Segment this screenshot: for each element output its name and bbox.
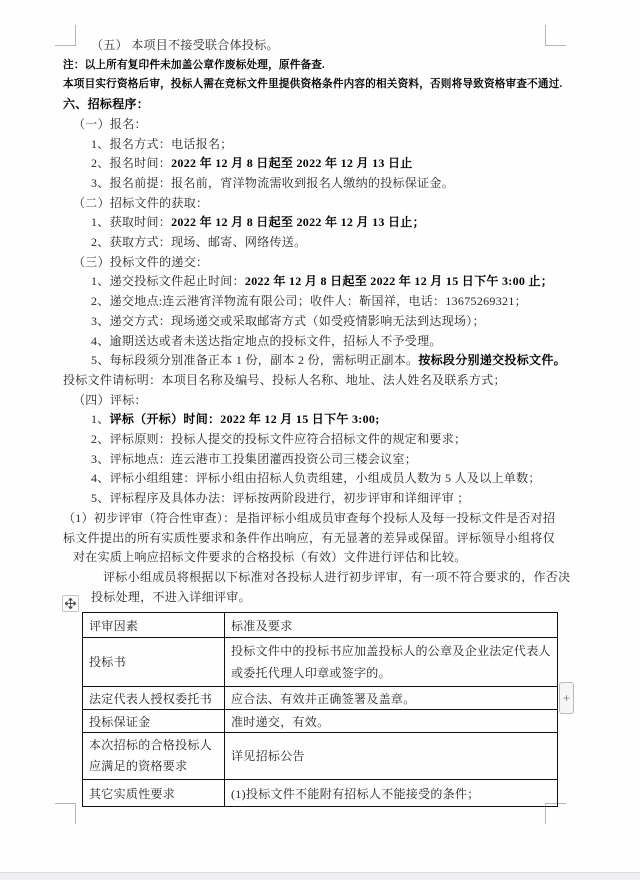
paragraph-line — [63, 391, 563, 411]
table-cell-factor: 其它实质性要求 — [83, 780, 225, 807]
header-cell-requirement: 标准及要求 — [225, 613, 558, 638]
text-segment: 对在实质上响应招标文件要求的合格投标（有效）文件进行评估和比较。 — [73, 550, 467, 565]
paragraph-line — [63, 272, 563, 292]
table-cell-requirement: 详见招标公告 — [225, 733, 558, 780]
paragraph-line — [63, 135, 563, 155]
text-segment: 5、评标程序及具体办法：评标按两阶段进行，初步评审和详细评审 ； — [91, 491, 470, 506]
paragraph-line — [63, 253, 563, 273]
paragraph-line — [63, 56, 563, 76]
review-table-wrap — [82, 612, 570, 807]
paragraph-line — [63, 588, 563, 608]
table-cell-requirement: 应合法、有效并正确签署及盖章。 — [225, 687, 558, 710]
window-bottom-bar — [0, 872, 640, 880]
text-segment: 评标小组成员将根据以下标准对各投标人进行初步评审，有一项不符合要求的，作否决 — [103, 569, 571, 584]
text-segment: 4、评标小组组建：评标小组由招标人负责组建，小组成员人数为 5 人及以上单数； — [91, 471, 541, 486]
text-segment: （二）招标文件的获取： — [73, 195, 209, 210]
table-row — [83, 638, 558, 687]
table-cell-requirement: 投标文件中的投标书应加盖投标人的公章及企业法定代表人或委托代理人印章或签字的。 — [225, 638, 558, 687]
paragraph-line — [63, 233, 563, 253]
table-cell-requirement: (1)投标文件不能附有招标人不能接受的条件； — [225, 780, 558, 807]
paragraph-line — [63, 95, 563, 115]
paragraph-line — [63, 194, 563, 214]
table-cell-requirement: 准时递交，有效。 — [225, 710, 558, 733]
paragraph-line — [63, 36, 563, 56]
text-segment: 按标段分别递交投标文件。 — [418, 353, 566, 368]
text-segment: 2、评标原则：投标人提交的投标文件应符合招标文件的规定和要求； — [91, 432, 467, 447]
text-segment: 2、获取方式：现场、邮寄、网络传送。 — [91, 235, 307, 250]
text-segment: 1、 — [91, 412, 110, 427]
paragraph-line — [63, 410, 563, 430]
text-segment: 投标文件请标明：本项目名称及编号、投标人名称、地址、法人姓名及联系方式； — [63, 372, 506, 387]
paragraph-line — [63, 174, 563, 194]
four-way-arrow-icon — [65, 598, 76, 609]
paragraph-line — [63, 489, 563, 509]
paragraph-line — [63, 568, 571, 588]
paragraph-line — [63, 371, 563, 391]
text-segment: 2、报名时间： — [91, 156, 172, 171]
text-segment: （1）初步评审（符合性审查）：是指评标小组成员审查每个投标人及每一投标文件是否对招 — [63, 510, 556, 525]
text-segment: 3、评标地点：连云港市工投集团灌西投资公司三楼会议室； — [91, 451, 418, 466]
paragraph-line — [63, 450, 563, 470]
text-segment: 投标处理，不进入详细评审。 — [91, 589, 251, 604]
table-cell-factor: 本次招标的合格投标人应满足的资格要求 — [83, 733, 225, 780]
document-content — [63, 36, 571, 807]
paragraph-line — [63, 548, 563, 568]
table-header-row — [83, 613, 558, 638]
text-segment: （四）评标： — [73, 392, 147, 407]
table-cell-factor: 投标保证金 — [83, 710, 225, 733]
paragraph-line — [63, 292, 563, 312]
text-segment: 2、递交地点:连云港宵洋物流有限公司；收件人：靳国祥，电话：13675269321； — [91, 294, 527, 309]
text-segment: 2022 年 12 月 8 日起至 2022 年 12 月 15 日下午 3:00 止； — [244, 274, 554, 289]
table-row — [83, 687, 558, 710]
header-cell-factor: 评审因素 — [83, 613, 225, 638]
text-segment: 标文件提出的所有实质性要求和条件作出响应，有无显著的差异或保留。评标领导小组将仅 — [63, 530, 556, 545]
table-row — [83, 710, 558, 733]
paragraph-line — [63, 75, 563, 95]
text-segment: 评标（开标）时间：2022 年 12 月 15 日下午 3:00; — [109, 412, 380, 427]
table-cell-factor: 投标书 — [83, 638, 225, 687]
paragraph-line — [63, 115, 563, 135]
text-segment: 1、报名方式：电话报名； — [91, 136, 233, 151]
paragraph-line — [63, 312, 563, 332]
text-segment: 1、递交投标文件起止时间： — [91, 274, 245, 289]
text-segment: 5、每标段须分别准备正本 1 份，副本 2 份，需标明正副本。 — [91, 353, 419, 368]
text-segment: 六、招标程序： — [63, 97, 150, 112]
paragraph-line — [63, 213, 563, 233]
table-row — [83, 780, 558, 807]
review-table — [82, 612, 558, 807]
text-segment: 2022 年 12 月 8 日起至 2022 年 12 月 13 日止 — [171, 156, 413, 171]
text-segment: 注：以上所有复印件未加盖公章作废标处理，原件备查. — [63, 59, 325, 71]
table-move-handle-icon[interactable] — [62, 595, 79, 612]
paragraph-line — [63, 154, 563, 174]
text-segment: 2022 年 12 月 8 日起至 2022 年 12 月 13 日止； — [171, 215, 425, 230]
paragraph-line — [63, 529, 563, 549]
paragraph-line — [63, 509, 563, 529]
text-segment: 本项目实行资格后审，投标人需在竞标文件里提供资格条件内容的相关资料，否则将导致资格审查不通过. — [63, 79, 563, 91]
text-segment: （五） 本项目不接受联合体投标。 — [91, 38, 279, 52]
text-segment: 1、获取时间： — [91, 215, 172, 230]
text-segment: （三）投标文件的递交： — [73, 254, 209, 269]
table-row — [83, 733, 558, 780]
insert-row-button[interactable]: + — [559, 682, 574, 714]
paragraph-line — [63, 351, 566, 371]
text-segment: 4、逾期送达或者未送达指定地点的投标文件，招标人不予受理。 — [91, 333, 442, 348]
paragraph-line — [63, 469, 563, 489]
paragraphs — [63, 36, 571, 607]
table-cell-factor: 法定代表人授权委托书 — [83, 687, 225, 710]
text-segment: （一）报名： — [73, 116, 147, 131]
text-segment: 3、报名前提：报名前，宵洋物流需收到报名人缴纳的投标保证金。 — [91, 175, 455, 190]
text-segment: 3、递交方式：现场递交或采取邮寄方式（如受疫情影响无法到达现场）； — [91, 313, 485, 328]
paragraph-line — [63, 430, 563, 450]
review-table-body — [83, 613, 558, 807]
paragraph-line — [63, 332, 563, 352]
